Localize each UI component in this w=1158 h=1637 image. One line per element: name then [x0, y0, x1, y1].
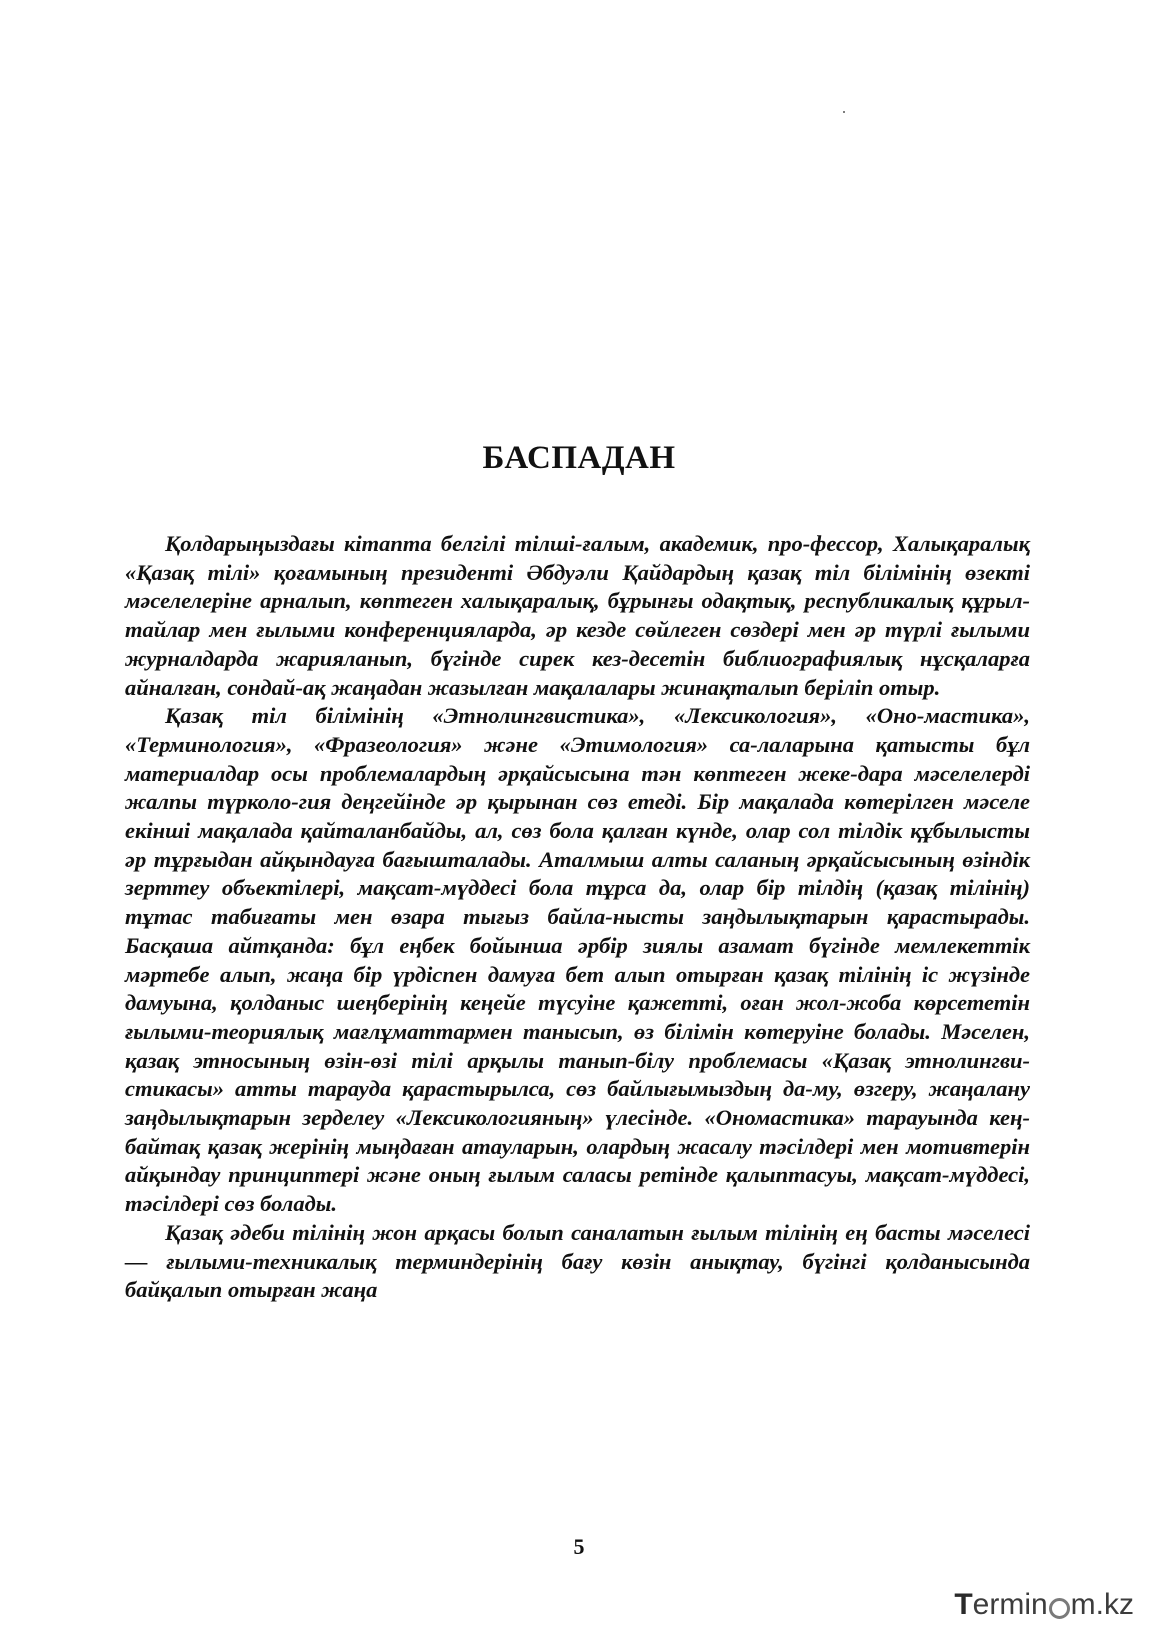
watermark-text-start: ermin: [972, 1588, 1048, 1621]
body-text: [125, 530, 1030, 1305]
watermark-text-end: m.kz: [1070, 1588, 1134, 1621]
paragraph-3: Қазақ әдеби тілінің жон арқасы болып саналатын ғылым тілінің ең басты мәселесі — ғылыми-техникалық терминдерінің бағу көзін анықтау, бүгінгі қолданысында байқалып отырған жаңа: [125, 1219, 1030, 1303]
watermark-t-glyph: T: [954, 1588, 973, 1621]
site-watermark-logo: [954, 1588, 1134, 1622]
paragraph-1: Қолдарыңыздағы кітапта белгілі тілші-ғалым, академик, про-фессор, Халықаралық «Қазақ тілі» қоғамының президенті Әбдуәли Қайдардың қазақ тіл білімінің өзекті мәселелеріне арналып, көптеген халықаралық, бұрынғы одақтық, республикалық құрыл-тайлар мен ғылыми конференцияларда, әр кезде сөйлеген сөздері мен әр түрлі ғылыми журналдарда жарияланып, бүгінде сирек кез-десетін библиографиялық нұсқаларға айналған, сондай-ақ жаңадан жазылған мақалалары жинақталып беріліп отыр.: [125, 531, 1030, 700]
page-number: 5: [573, 1534, 585, 1559]
print-speck: [843, 111, 845, 113]
paragraph-2: Қазақ тіл білімінің «Этнолингвистика», «Лексикология», «Оно-мастика», «Терминология», «Фразеология» және «Этимология» са-лаларына қатысты бұл материалдар осы проблемалардың әрқайсысына тән көптеген жеке-дара мәселелерді жалпы түрколо-гия деңгейінде әр қырынан сөз етеді. Бір мақалада көтерілген мәселе екінші мақалада қайталанбайды, ал, сөз бола қалған күнде, олар сол тілдік құбылысты әр тұрғыдан айқындауға бағышталады. Аталмыш алты саланың әрқайсысының өзіндік зерттеу объектілері, мақсат-мүддесі бола тұрса да, олар бір тілдің (қазақ тілінің) тұтас табиғаты мен өзара тығыз байла-нысты заңдылықтарын қарастырады. Басқаша айтқанда: бұл еңбек бойынша әрбір зиялы азамат бүгінде мемлекеттік мәртебе алып, жаңа бір үрдіспен дамуға бет алып отырған қазақ тілінің іс жүзінде дамуына, қолданыс шеңберінің кеңейе түсуіне қажетті, оған жол-жоба көрсететін ғылыми-теориялық мағлұматтармен танысып, өз білімін көтеруіне болады. Мәселен, қазақ этносының өзін-өзі тілі арқылы танып-білу проблемасы «Қазақ этнолингви-стикасы» атты тарауда қарастырылса, сөз байлығымыздың да-му, өзгеру, жаңалану заңдылықтарын зерделеу «Лексикологияның» үлесінде. «Ономастика» тарауында кең-байтақ қазақ жерінің мыңдаған атауларын, олардың жасалу тәсілдері мен мотивтерін айқындау принциптері және оның ғылым саласы ретінде қалыптасуы, мақсат-мүддесі, тәсілдері сөз болады.: [125, 703, 1030, 1217]
section-title: БАСПАДАН: [482, 440, 676, 476]
watermark-circle-icon: [1049, 1598, 1070, 1619]
